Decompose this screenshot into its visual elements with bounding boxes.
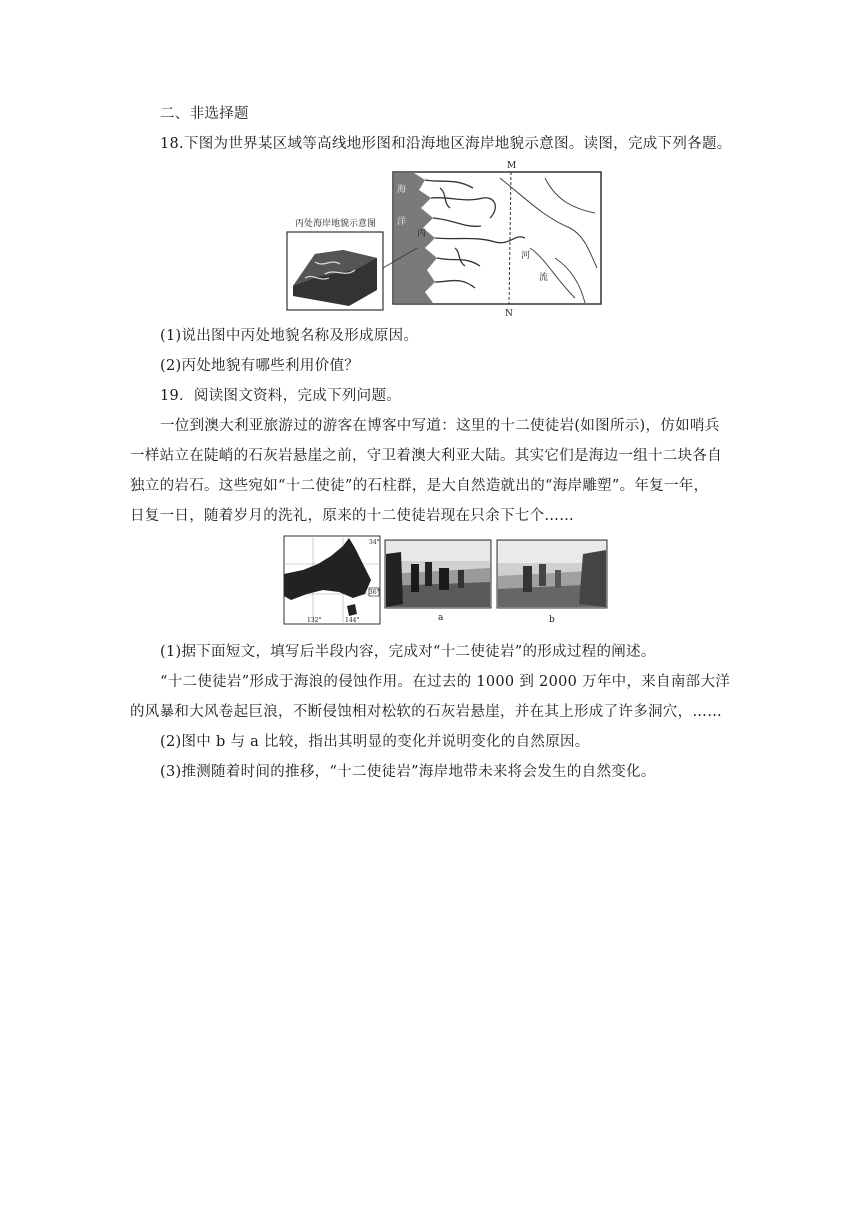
q19-sub1: (1)据下面短文，填写后半段内容，完成对“十二使徒岩”的形成过程的阐述。 bbox=[160, 644, 656, 660]
bing-label: 丙 bbox=[417, 229, 427, 239]
river-label-2: 流 bbox=[539, 273, 549, 283]
q19-para-line-1: 一位到澳大利亚旅游过的游客在博客中写道：这里的十二使徒岩(如图所示)，仿如哨兵 bbox=[160, 418, 720, 434]
lat-label-34: 34° bbox=[369, 539, 380, 546]
section-title: 二、非选择题 bbox=[160, 106, 249, 122]
contour-map bbox=[285, 158, 605, 320]
twelve-apostles-figure bbox=[283, 534, 613, 630]
q18-figure bbox=[285, 158, 605, 320]
q19-stem: 19．阅读图文资料，完成下列问题。 bbox=[160, 388, 402, 404]
q19-passage-line-2: 的风暴和大风卷起巨浪，不断侵蚀相对松软的石灰岩悬崖，并在其上形成了许多洞穴，…… bbox=[130, 704, 722, 720]
photo-a-label: a bbox=[438, 613, 444, 623]
river-label-1: 河 bbox=[521, 251, 531, 261]
lat-label-36: 36° bbox=[369, 589, 380, 596]
q19-passage-line-1: “十二使徒岩”形成于海浪的侵蚀作用。在过去的 1000 到 2000 万年中，来自南部大洋 bbox=[160, 674, 731, 690]
lon-label-132: 132° bbox=[307, 617, 322, 624]
q19-para-line-4: 日复一日，随着岁月的洗礼，原来的十二使徒岩现在只余下七个…… bbox=[130, 508, 574, 524]
q18-sub2: (2)丙处地貌有哪些利用价值？ bbox=[160, 358, 360, 374]
q19-sub3: (3)推测随着时间的推移，“十二使徒岩”海岸地带未来将会发生的自然变化。 bbox=[160, 764, 656, 780]
m-label: M bbox=[507, 161, 517, 171]
q19-figure bbox=[283, 534, 613, 630]
sea-label-1: 海 bbox=[397, 185, 407, 195]
q18-sub1: (1)说出图中丙处地貌名称及形成原因。 bbox=[160, 328, 419, 344]
q19-para-line-3: 独立的岩石。这些宛如“十二使徒”的石柱群，是大自然造就出的“海岸雕塑”。年复一年， bbox=[130, 478, 709, 494]
photo-b-label: b bbox=[549, 615, 555, 625]
q19-para-line-2: 一样站立在陡峭的石灰岩悬崖之前，守卫着澳大利亚大陆。其实它们是海边一组十二块各自 bbox=[130, 448, 722, 464]
q18-stem: 18.下图为世界某区域等高线地形图和沿海地区海岸地貌示意图。读图，完成下列各题。 bbox=[160, 136, 732, 152]
sea-label-2: 洋 bbox=[397, 217, 407, 227]
inset-title: 丙处海岸地貌示意图 bbox=[295, 219, 377, 229]
lon-label-144: 144° bbox=[345, 617, 360, 624]
n-label: N bbox=[505, 309, 513, 319]
q19-sub2: (2)图中 b 与 a 比较，指出其明显的变化并说明变化的自然原因。 bbox=[160, 734, 590, 750]
